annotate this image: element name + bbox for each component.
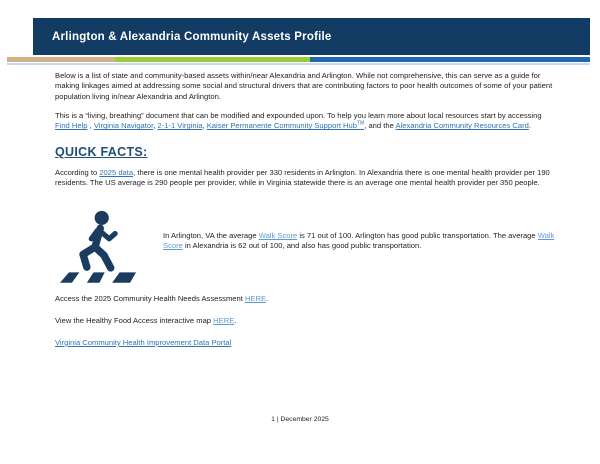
accent-stripe — [7, 57, 590, 62]
link-2025-data[interactable]: 2025 data — [99, 168, 134, 177]
kaiser-support-hub-tm-link[interactable]: TM — [357, 120, 365, 127]
page-footer: 1 | December 2025 — [271, 416, 329, 423]
intro-paragraph-2 — [55, 111, 553, 132]
kaiser-support-hub-link[interactable]: Kaiser Permanente Community Support Hub — [206, 121, 357, 131]
stripe-segment-tan — [7, 57, 115, 62]
text-run: . — [234, 316, 237, 325]
text-run: , — [202, 121, 207, 131]
link-211-virginia[interactable]: 2-1-1 Virginia — [157, 121, 203, 131]
food-map-line — [55, 316, 553, 326]
text-run: This is a “living, breathing” document that can be modified and expounded upon. To help you learn more about local resources start by accessing — [55, 111, 542, 120]
text-run: . — [528, 121, 531, 131]
text-run: In Arlington, VA the average — [163, 231, 259, 240]
walk-score-alexandria-link[interactable]: Walk Score — [163, 231, 555, 251]
text-run: , — [153, 121, 158, 131]
header-banner — [33, 18, 590, 55]
text-run: View the Healthy Food Access interactive map — [55, 316, 214, 325]
text-run: is 71 out of 100. Arlington has good public transportation. The average — [297, 231, 538, 240]
stripe-underline — [7, 63, 590, 65]
chna-here-link[interactable]: HERE — [244, 294, 267, 303]
intro-paragraph-1: Below is a list of state and community-based assets within/near Alexandria and Arlington. While not comprehensive, this can serve as a guide for making linkages aimed at addressing some social and structural drivers that are contributing factors to poor health outcomes of some of your patient population living in/near Alexandria and Arlington. — [55, 71, 553, 101]
walk-score-paragraph — [163, 231, 555, 252]
chna-access-line — [55, 294, 553, 304]
stripe-segment-blue — [310, 57, 590, 62]
text-run: Access the 2025 Community Health Needs Assessment — [55, 294, 245, 303]
stripe-segment-green — [115, 57, 310, 62]
data-portal-line — [55, 338, 553, 348]
text-run: , there is one mental health provider per 330 residents in Arlington. In Alexandria there is one mental health provider per 190 residents. The US average is 290 people per provider, while in Virginia statewide there is an average one mental health provider per 350 people. — [55, 168, 550, 188]
pedestrian-crosswalk-icon — [57, 209, 139, 285]
text-run: , — [87, 121, 94, 131]
vchi-data-portal-link[interactable]: Virginia Community Health Improvement Data Portal — [55, 338, 232, 347]
page-title: Arlington & Alexandria Community Assets Profile — [52, 30, 332, 43]
virginia-navigator-link[interactable]: Virginia Navigator — [93, 121, 154, 131]
food-map-here-link[interactable]: HERE — [213, 316, 235, 325]
text-run: According to — [55, 168, 100, 177]
quick-facts-paragraph — [55, 168, 553, 189]
text-run: . — [266, 294, 269, 303]
text-run: , and the — [364, 121, 396, 131]
walk-score-arlington-link[interactable]: Walk Score — [258, 231, 298, 240]
quick-facts-heading: QUICK FACTS: — [55, 145, 148, 159]
text-run: in Alexandria is 62 out of 100, and also has good public transportation. — [182, 241, 422, 251]
find-help-link[interactable]: Find Help — [55, 121, 88, 131]
alexandria-resources-card-link[interactable]: Alexandria Community Resources Card — [395, 121, 529, 131]
